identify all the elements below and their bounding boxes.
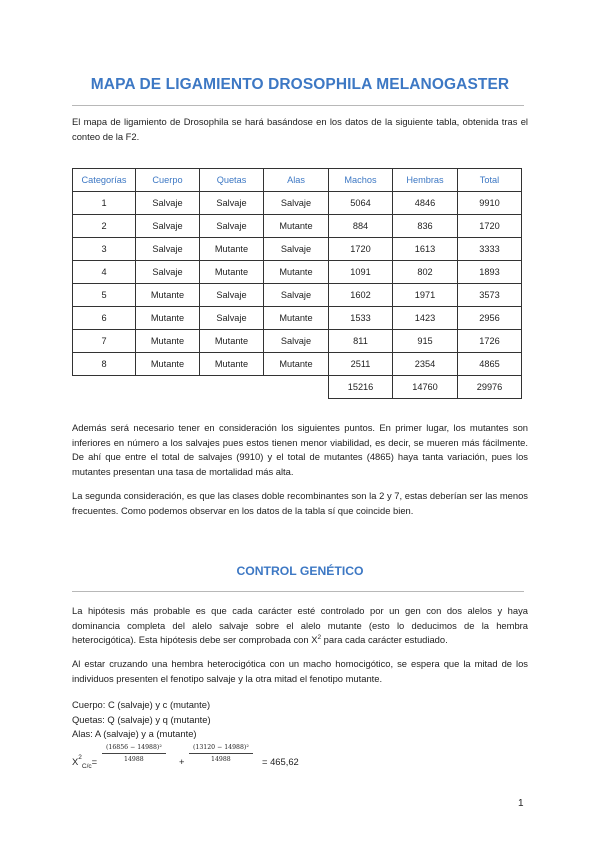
page-number: 1: [518, 798, 524, 809]
table-cell: 3573: [458, 284, 522, 307]
table-cell: 4846: [393, 192, 458, 215]
table-cell: Salvaje: [264, 238, 329, 261]
chi-square-formula: [72, 744, 492, 778]
table-cell: 5064: [329, 192, 393, 215]
table-cell: 1893: [458, 261, 522, 284]
table-cell: Salvaje: [136, 261, 200, 284]
table-cell: 1091: [329, 261, 393, 284]
paragraph-double-recombinants: La segunda consideración, es que las clases doble recombinantes son la 2 y 7, estas deberían ser las menos frecuentes. Como podemos observar en los datos de la tabla sí que coincide bien.: [72, 490, 528, 516]
table-cell: 1533: [329, 307, 393, 330]
table-cell: Mutante: [264, 307, 329, 330]
table-cell: 915: [393, 330, 458, 353]
table-row: [73, 261, 522, 284]
plus-sign: +: [179, 756, 185, 767]
gene-item-cuerpo: Cuerpo: C (salvaje) y c (mutante): [72, 699, 211, 710]
title-divider: [72, 105, 524, 106]
table-cell: 1720: [329, 238, 393, 261]
table-cell: 1423: [393, 307, 458, 330]
section-title: CONTROL GENÉTICO: [236, 564, 364, 578]
table-row: [73, 307, 522, 330]
table-cell: 1602: [329, 284, 393, 307]
fraction-numerator: (16856 − 14988)²: [102, 744, 166, 754]
table-header-cell: Hembras: [393, 169, 458, 192]
table-cell: 811: [329, 330, 393, 353]
chi-symbol: $X^2_{C/c}=$: [72, 754, 98, 770]
table-cell: Salvaje: [200, 307, 264, 330]
table-cell: 802: [393, 261, 458, 284]
table-header-cell: Total: [458, 169, 522, 192]
table-header-cell: Cuerpo: [136, 169, 200, 192]
table-cell: 7: [73, 330, 136, 353]
table-row: [73, 353, 522, 376]
table-cell: Mutante: [200, 353, 264, 376]
table-cell: 1726: [458, 330, 522, 353]
table-cell: 2354: [393, 353, 458, 376]
paragraph-mutant-viability: Además será necesario tener en consideración los siguientes puntos. En primer lugar, los mutantes son inferiores en número a los salvajes pues estos tienen menor viabilidad, es decir, se mueren más fácilmente. De ahí que entre el total de salvajes (9910) y el total de mutantes (4865) haya tanta variación, pues los mutantes presentan una tasa de mortalidad más alta.: [72, 422, 528, 477]
table-cell: Mutante: [136, 307, 200, 330]
data-table-body: [73, 169, 522, 399]
table-cell: Mutante: [264, 353, 329, 376]
table-total-cell: 29976: [458, 376, 522, 399]
paragraph-cross: Al estar cruzando una hembra heterocigótica con un macho homocigótico, se espera que la mitad de los individuos presenten el fenotipo salvaje y la otra mitad el fenotipo mutante.: [72, 658, 528, 684]
gene-item-alas: Alas: A (salvaje) y a (mutante): [72, 728, 197, 740]
table-row: [73, 192, 522, 215]
table-cell: Mutante: [200, 238, 264, 261]
table-totals-row: [73, 376, 522, 399]
table-cell: Mutante: [200, 330, 264, 353]
table-cell: Mutante: [136, 330, 200, 353]
table-cell: Salvaje: [136, 238, 200, 261]
table-row: [73, 238, 522, 261]
table-cell: 1720: [458, 215, 522, 238]
table-cell: 1971: [393, 284, 458, 307]
table-cell: 2956: [458, 307, 522, 330]
paragraph-hypothesis: [72, 604, 528, 648]
fraction-numerator: (13120 − 14988)²: [189, 744, 253, 754]
table-row: [73, 284, 522, 307]
table-cell: 884: [329, 215, 393, 238]
hypothesis-text: La hipótesis más probable es que cada carácter esté controlado por un gen con dos alelos y haya dominancia completa del alelo salvaje sobre el alelo mutante (esto lo deducimos de la hembra heterocigótica). Esta hipótesis debe ser comprobada con X: [72, 605, 528, 646]
data-table: [72, 168, 522, 399]
table-cell: Salvaje: [200, 192, 264, 215]
fraction-denominator: 14988: [211, 756, 231, 763]
table-header-cell: Categorías: [73, 169, 136, 192]
table-cell: Mutante: [200, 261, 264, 284]
table-cell: 4865: [458, 353, 522, 376]
table-header-cell: Machos: [329, 169, 393, 192]
table-cell: Salvaje: [200, 215, 264, 238]
table-cell: 1: [73, 192, 136, 215]
fraction-mutante: [189, 744, 253, 763]
table-cell: Mutante: [264, 215, 329, 238]
table-empty-cell: [264, 376, 329, 399]
gene-item-quetas: Quetas: Q (salvaje) y q (mutante): [72, 713, 211, 725]
table-cell: 3: [73, 238, 136, 261]
table-header-cell: Quetas: [200, 169, 264, 192]
table-total-cell: 14760: [393, 376, 458, 399]
fraction-denominator: 14988: [124, 756, 144, 763]
table-cell: 3333: [458, 238, 522, 261]
section-divider: [72, 591, 524, 592]
table-cell: Salvaje: [136, 215, 200, 238]
table-empty-cell: [200, 376, 264, 399]
table-cell: 9910: [458, 192, 522, 215]
table-cell: Salvaje: [264, 284, 329, 307]
table-cell: 2511: [329, 353, 393, 376]
table-header-row: [73, 169, 522, 192]
table-cell: 8: [73, 353, 136, 376]
gene-list: [72, 698, 528, 742]
chi-square-result: = 465,62: [262, 756, 299, 767]
table-empty-cell: [136, 376, 200, 399]
table-cell: 4: [73, 261, 136, 284]
table-cell: Salvaje: [264, 330, 329, 353]
hypothesis-text-end: para cada carácter estudiado.: [321, 634, 448, 646]
chi-square-exponent: 2: [317, 634, 322, 642]
table-cell: Salvaje: [136, 192, 200, 215]
table-cell: Mutante: [136, 284, 200, 307]
table-cell: 836: [393, 215, 458, 238]
table-cell: Mutante: [264, 261, 329, 284]
document-title: MAPA DE LIGAMIENTO DROSOPHILA MELANOGASTER: [90, 76, 510, 93]
fraction-salvaje: [102, 744, 166, 763]
table-cell: 6: [73, 307, 136, 330]
table-header-cell: Alas: [264, 169, 329, 192]
table-row: [73, 215, 522, 238]
table-row: [73, 330, 522, 353]
table-cell: Salvaje: [264, 192, 329, 215]
table-total-cell: 15216: [329, 376, 393, 399]
table-cell: 1613: [393, 238, 458, 261]
table-cell: Mutante: [136, 353, 200, 376]
table-cell: Salvaje: [200, 284, 264, 307]
table-empty-cell: [73, 376, 136, 399]
table-cell: 2: [73, 215, 136, 238]
table-cell: 5: [73, 284, 136, 307]
intro-paragraph: El mapa de ligamiento de Drosophila se hará basándose en los datos de la siguiente tabla, obtenida tras el conteo de la F2.: [72, 116, 528, 142]
